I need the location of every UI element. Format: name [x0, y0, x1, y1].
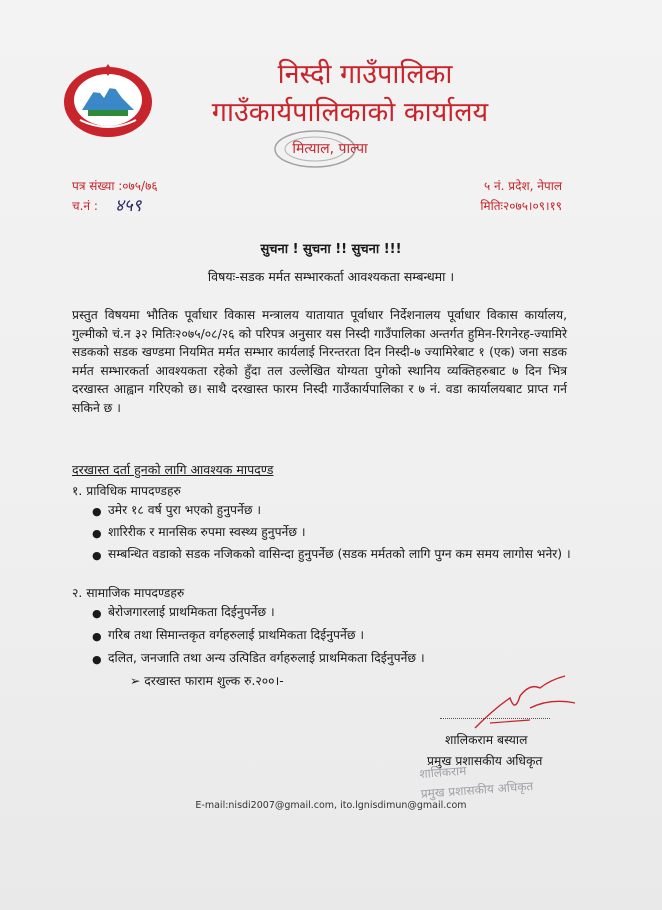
office-address: मित्याल, पाल्पा [292, 141, 368, 157]
list-item: ● सम्बन्धित वडाको सडक नजिकको वासिन्दा हुनुपर्नेछ (सडक मर्मतको लागि पुग्न कम समय लागोस भनेर) । [92, 545, 572, 563]
list-item: ● गरिब तथा सिमान्तकृत वर्गहरुलाई प्राथमिकता दिईनुपर्नेछ । [92, 626, 572, 644]
signatory-name: शालिकराम बस्याल [445, 733, 528, 747]
list-item: ● शारिरीक र मानसिक रुपमा स्वस्थ्य हुनुपर्नेछ । [92, 523, 572, 541]
list-item: ● दलित, जनजाति तथा अन्य उत्पिडित वर्गहरुलाई प्राथमिकता दिईनुपर्नेछ । [92, 649, 572, 667]
dispatch-number-label: च.नं : [72, 199, 98, 213]
bullet-icon: ● [92, 505, 102, 518]
list-item: ● बेरोजगारलाई प्राथमिकता दिईनुपर्नेछ । [92, 603, 572, 621]
notice-title: सुचना ! सुचना !! सुचना !!! [260, 242, 402, 257]
province-label: ५ नं. प्रदेश, नेपाल [483, 179, 562, 193]
social-criteria-heading: २. सामाजिक मापदण्डहरु [72, 586, 185, 600]
notice-body: प्रस्तुत विषयमा भौतिक पूर्वाधार विकास मन्त्रालय यातायात पूर्वाधार निर्देशनालय पूर्वाधार विकास कार्यालय, गुल्मीको चं.न ३२ मितिः२०७५/०८/२६ को परिपत्र अनुसार यस निस्दी गाउँपालिका अन्तर्गत हुमिन-रिगनेरह-ज्यामिरे सडकको सडक खण्डमा नियमित मर्मत सम्भार कार्यलाई निरन्तरता दिन निस्दी-७ ज्यामिरेबाट १ (एक) जना सडक मर्मत सम्भारकर्ता आवश्यकता रहेको हुँदा तल उल्लेखित योग्यता पुगेको स्थानिय व्यक्तिहरुबाट ७ दिन भित्र दरखास्त आह्वान गरिएको छ। साथै दरखास्त फारम निस्दी गाउँकार्यपालिका र ७ नं. वडा कार्यालयबाट प्राप्त गर्न सकिने छ । [72, 308, 567, 415]
bullet-icon: ● [92, 630, 102, 643]
nepal-emblem-logo [60, 62, 156, 140]
requirements-title: दरखास्त दर्ता हुनको लागि आवश्यक मापदण्ड [72, 462, 274, 477]
name-stamp: शालिकराम प्रमुख प्रशासकीय अधिकृत [418, 763, 534, 801]
technical-criteria-heading: १. प्राविधिक मापदण्डहरु [72, 484, 181, 498]
reference-number: पत्र संख्या :०७५/७६ [72, 179, 158, 193]
office-name: गाउँकार्यपालिकाको कार्यालय [211, 97, 489, 128]
bullet-icon: ● [92, 607, 102, 620]
signatory-title: प्रमुख प्रशासकीय अधिकृत [427, 754, 543, 768]
handwritten-signature [470, 668, 580, 738]
bullet-icon: ● [92, 527, 102, 540]
notice-subject: विषयः-सडक मर्मत सम्भारकर्ता आवश्यकता सम्बन्धमा । [207, 269, 455, 284]
dispatch-number-value: ४५९ [115, 196, 142, 216]
list-item: ● उमेर १८ वर्ष पुरा भएको हुनुपर्नेछ । [92, 501, 572, 519]
bullet-icon: ● [92, 549, 102, 562]
signature-line [440, 718, 550, 719]
municipality-name: निस्दी गाउँपालिका [277, 59, 453, 90]
bullet-icon: ● [92, 653, 102, 666]
application-fee: ➢ दरखास्त फाराम शुल्क रु.२००।- [130, 674, 284, 688]
letter-date: मितिः२०७५।०९।१९ [480, 199, 562, 213]
footer-email: E-mail:nisdi2007@gmail.com, ito.lgnisdimun@gmail.com [195, 800, 467, 811]
